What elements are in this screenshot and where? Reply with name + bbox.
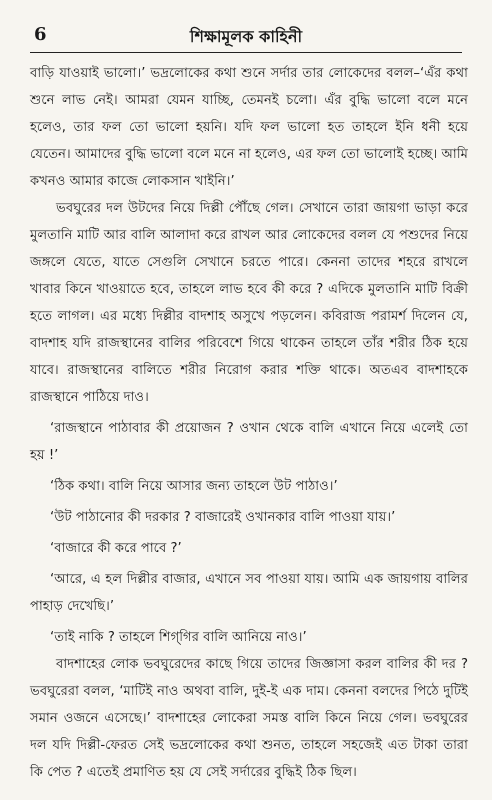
paragraph: বাড়ি যাওয়াই ভালো।’ ভদ্রলোকের কথা শুনে সর্দার তার লোকেদের বলল–‘এঁর কথা শুনে লাভ নেই। আমরা যেমন যাচ্ছি, তেমনই চলো। এঁর বুদ্ধি ভালো বলে মনে হলেও, তার ফল তো ভালো হয়নি। যদি ফল ভালো হত তাহলে ইনি ধনী হয়ে যেতেন। আমাদের বুদ্ধি ভালো বলে মনে না হলেও, এর ফল তো ভালোই হচ্ছে। আমি কখনও আমার কাজে লোকসান খাইনি।’ [30,66,468,189]
page-number: 6 [34,24,47,45]
running-title: শিক্ষামূলক কাহিনী [189,27,303,46]
page-body [30,60,468,786]
dialogue-line: ‘ঠিক কথা। বালি নিয়ে আসার জন্য তাহলে উট পাঠাও।’ [50,479,338,494]
dialogue-line: ‘রাজস্থানে পাঠাবার কী প্রয়োজন ? ওখান থেকে বালি এখানে নিয়ে এলেই তো হয় !’ [30,421,468,463]
dialogue-line: ‘উট পাঠানোর কী দরকার ? বাজারেই ওখানকার বালি পাওয়া যায়।’ [50,510,396,525]
paragraph: বাদশাহের লোক ভবঘুরেদের কাছে গিয়ে তাদের জিজ্ঞাসা করল বালির কী দর ? ভবঘুরেরা বলল, ‘মাটিই নাও অথবা বালি, দুই-ই এক দাম। কেননা বলদের পিঠে দুটিই সমান ওজনে এসেছে।’ বাদশাহের লোকেরা সমস্ত বালি কিনে নিয়ে গেল। ভবঘুরের দল যদি দিল্লী-ফেরত সেই ভদ্রলোকের কথা শুনত, তাহলে সহজেই এত টাকা তারা কি পেত ? এতেই প্রমাণিত হয় যে সেই সর্দারের বুদ্ধিই ঠিক ছিল। [30,657,468,780]
dialogue-line: ‘আরে, এ হল দিল্লীর বাজার, এখানে সব পাওয়া যায়। আমি এক জায়গায় বালির পাহাড় দেখেছি।’ [30,572,468,614]
page-header [30,22,462,53]
dialogue-line: ‘বাজারে কী করে পাবে ?’ [50,541,182,556]
dialogue-line: ‘তাই নাকি ? তাহলে শিগ্‌গির বালি আনিয়ে নাও।’ [50,630,307,645]
paragraph: ভবঘুরের দল উটদের নিয়ে দিল্লী পৌঁছে গেল। সেখানে তারা জায়গা ভাড়া করে মুলতানি মাটি আর বালি আলাদা করে রাখল আর লোকেদের বলল যে পশুদের নিয়ে জঙ্গলে যেতে, যাতে সেগুলি সেখানে চরতে পারে। কেননা তাদের শহরে রাখলে খাবার কিনে খাওয়াতে হবে, তাহলে লাভ হবে কী করে ? এদিকে মুলতানি মাটি বিক্রী হতে লাগল। এর মধ্যে দিল্লীর বাদশাহ অসুখে পড়লেন। কবিরাজ পরামর্শ দিলেন যে, বাদশাহ যদি রাজস্থানের বালির পরিবেশে গিয়ে থাকেন তাহলে তাঁর শরীর ঠিক হয়ে যাবে। রাজস্থানের বালিতে শরীর নিরোগ করার শক্তি থাকে। অতএব বাদশাহকে রাজস্থানে পাঠিয়ে দাও। [30,201,468,405]
